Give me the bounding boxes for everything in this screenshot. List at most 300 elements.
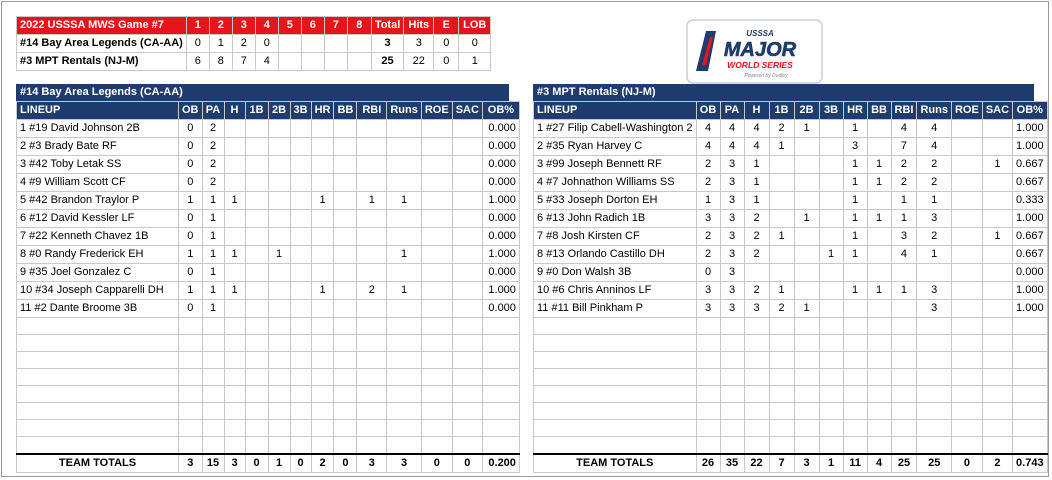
stat-cell: [387, 386, 422, 403]
empty-row: [534, 335, 1048, 352]
stat-cell: [843, 420, 867, 437]
stat-cell: 1: [311, 282, 334, 300]
stat-cell: 2: [917, 156, 952, 174]
inning-score: 0: [186, 35, 209, 53]
stat-cell: [290, 437, 311, 454]
stat-cell: [917, 369, 952, 386]
stat-cell: 0.667: [1013, 246, 1048, 264]
inning-score: [347, 53, 371, 71]
team-total-stat: 3: [387, 454, 422, 473]
stat-cell: [334, 437, 357, 454]
stat-cell: [769, 420, 794, 437]
stat-cell: 3: [720, 174, 744, 192]
stat-cell: [843, 318, 867, 335]
team-total-stat: 22: [744, 454, 769, 473]
player-name: [17, 369, 179, 386]
stat-cell: [334, 335, 357, 352]
stat-cell: 4: [696, 120, 720, 138]
stat-cell: 4: [917, 138, 952, 156]
empty-row: [17, 403, 520, 420]
stat-cell: [867, 369, 891, 386]
inning-score: [301, 53, 324, 71]
away-body: [17, 120, 520, 454]
team-total-stat: 3: [794, 454, 819, 473]
inning-1: 1: [186, 17, 209, 35]
team-errors: 0: [434, 35, 459, 53]
stat-cell: [311, 210, 334, 228]
stat-cell: 0: [179, 228, 203, 246]
stat-cell: 0.000: [482, 210, 519, 228]
column-header-rbi: RBI: [891, 102, 917, 120]
stat-cell: [794, 403, 819, 420]
stat-cell: [387, 138, 422, 156]
stat-cell: [387, 210, 422, 228]
team-totals-label: TEAM TOTALS: [17, 454, 179, 473]
player-row: [17, 228, 520, 246]
stat-cell: 1: [843, 210, 867, 228]
stat-cell: [951, 228, 982, 246]
stat-cell: 1: [982, 228, 1012, 246]
player-name: [534, 403, 697, 420]
stat-cell: [982, 264, 1012, 282]
stat-cell: 1: [867, 156, 891, 174]
stat-cell: 1: [769, 228, 794, 246]
stat-cell: [268, 174, 290, 192]
stat-cell: [951, 138, 982, 156]
stat-cell: [819, 264, 843, 282]
stat-cell: [421, 420, 452, 437]
stat-cell: 3: [720, 264, 744, 282]
stat-cell: [951, 300, 982, 318]
stat-cell: [891, 386, 917, 403]
team-total-stat: 2: [982, 454, 1012, 473]
stat-cell: [290, 120, 311, 138]
stat-cell: [951, 282, 982, 300]
stat-cell: [334, 264, 357, 282]
stat-cell: [202, 420, 224, 437]
logo-major-text: MAJOR: [723, 39, 797, 61]
stat-cell: [891, 300, 917, 318]
empty-row: [17, 369, 520, 386]
stat-cell: 1: [311, 192, 334, 210]
stat-cell: 3: [720, 282, 744, 300]
stat-cell: 1: [224, 192, 245, 210]
stat-cell: [311, 352, 334, 369]
player-row: [17, 174, 520, 192]
stat-cell: [744, 420, 769, 437]
column-header-sac: SAC: [452, 102, 482, 120]
player-name: [17, 386, 179, 403]
stat-cell: 1: [268, 246, 290, 264]
player-name: [534, 369, 697, 386]
stat-cell: 1.000: [482, 192, 519, 210]
stat-cell: [867, 403, 891, 420]
stat-cell: [245, 282, 268, 300]
stat-cell: [982, 437, 1012, 454]
inning-score: [301, 35, 324, 53]
inning-8: 8: [347, 17, 371, 35]
player-name: 8 #13 Orlando Castillo DH: [534, 246, 697, 264]
team-total-stat: 35: [720, 454, 744, 473]
stat-cell: [357, 156, 387, 174]
stat-cell: 2: [696, 156, 720, 174]
column-header-lineup: LINEUP: [17, 102, 179, 120]
stat-cell: 1: [843, 282, 867, 300]
logo-usssa-text: USSSA: [746, 29, 774, 38]
stat-cell: [224, 318, 245, 335]
stat-cell: [290, 192, 311, 210]
stat-cell: [891, 264, 917, 282]
inning-score: 4: [255, 53, 278, 71]
stat-cell: 4: [744, 138, 769, 156]
stat-cell: [794, 369, 819, 386]
stat-cell: [179, 420, 203, 437]
stat-cell: [452, 437, 482, 454]
stat-cell: [268, 403, 290, 420]
stat-cell: [951, 403, 982, 420]
inning-score: [324, 35, 347, 53]
stat-cell: [982, 300, 1012, 318]
team-name: #14 Bay Area Legends (CA-AA): [17, 35, 187, 53]
stat-cell: 3: [720, 300, 744, 318]
stat-cell: 2: [744, 210, 769, 228]
player-row: [17, 264, 520, 282]
stat-cell: 1: [202, 246, 224, 264]
column-header-ob: OB: [179, 102, 203, 120]
stat-cell: [290, 282, 311, 300]
empty-row: [17, 335, 520, 352]
stat-cell: [387, 369, 422, 386]
player-row: [17, 192, 520, 210]
player-name: 6 #12 David Kessler LF: [17, 210, 179, 228]
linescore-row-home: [17, 53, 491, 71]
team-lob: 1: [459, 53, 491, 71]
stat-cell: [290, 138, 311, 156]
column-header-h: H: [224, 102, 245, 120]
stat-cell: [334, 420, 357, 437]
player-name: [17, 352, 179, 369]
stat-cell: 0.000: [482, 174, 519, 192]
stat-cell: [387, 120, 422, 138]
stat-cell: [224, 437, 245, 454]
stat-cell: [290, 264, 311, 282]
team-total-stat: 25: [891, 454, 917, 473]
stat-cell: 2: [696, 246, 720, 264]
inning-score: 7: [232, 53, 255, 71]
stat-cell: [819, 386, 843, 403]
stat-cell: [268, 156, 290, 174]
stat-cell: 3: [744, 300, 769, 318]
stat-cell: [452, 335, 482, 352]
stat-cell: [794, 138, 819, 156]
stat-cell: [867, 318, 891, 335]
column-header-bb: BB: [867, 102, 891, 120]
stat-cell: 2: [744, 246, 769, 264]
stat-cell: [951, 210, 982, 228]
team-totals-label: TEAM TOTALS: [534, 454, 697, 473]
stat-cell: 4: [891, 246, 917, 264]
player-name: 5 #42 Brandon Traylor P: [17, 192, 179, 210]
stat-cell: [452, 210, 482, 228]
total-header: Total: [371, 17, 403, 35]
stat-cell: 0.667: [1013, 156, 1048, 174]
stat-cell: [951, 174, 982, 192]
inning-score: 6: [186, 53, 209, 71]
player-name: 3 #42 Toby Letak SS: [17, 156, 179, 174]
stat-cell: [843, 335, 867, 352]
inning-score: [324, 53, 347, 71]
stat-cell: [334, 120, 357, 138]
column-header-lineup: LINEUP: [534, 102, 697, 120]
player-name: 4 #9 William Scott CF: [17, 174, 179, 192]
stat-cell: [202, 403, 224, 420]
stat-cell: [387, 352, 422, 369]
stat-cell: 3: [696, 210, 720, 228]
team-total-stat: 0: [452, 454, 482, 473]
stat-cell: [482, 403, 519, 420]
stat-cell: [202, 335, 224, 352]
stat-cell: [843, 264, 867, 282]
stat-cell: 1: [843, 174, 867, 192]
stat-cell: [311, 403, 334, 420]
stat-cell: [482, 318, 519, 335]
major-world-series-logo: [686, 19, 823, 84]
stat-cell: 1: [917, 192, 952, 210]
stat-cell: [421, 300, 452, 318]
stat-cell: [311, 228, 334, 246]
team-lob: 0: [459, 35, 491, 53]
stat-cell: [357, 174, 387, 192]
stat-cell: [268, 264, 290, 282]
stat-cell: [245, 318, 268, 335]
team-total-stat: 15: [202, 454, 224, 473]
column-header-roe: ROE: [421, 102, 452, 120]
stat-cell: [357, 138, 387, 156]
stat-cell: [769, 437, 794, 454]
stat-cell: [245, 120, 268, 138]
stat-cell: [867, 138, 891, 156]
column-header-1b: 1B: [769, 102, 794, 120]
stat-cell: [357, 437, 387, 454]
stat-cell: [769, 210, 794, 228]
player-name: 4 #7 Johnathon Williams SS: [534, 174, 697, 192]
stat-cell: 1: [769, 282, 794, 300]
away-column-headers: [17, 102, 520, 120]
stat-cell: [917, 335, 952, 352]
stat-cell: 3: [891, 228, 917, 246]
stat-cell: 1: [202, 282, 224, 300]
stat-cell: [452, 174, 482, 192]
stat-cell: 1: [891, 210, 917, 228]
inning-5: 5: [278, 17, 301, 35]
stat-cell: [1013, 352, 1048, 369]
column-header-1b: 1B: [245, 102, 268, 120]
column-header-3b: 3B: [290, 102, 311, 120]
stat-cell: [794, 228, 819, 246]
stat-cell: [268, 228, 290, 246]
stat-cell: [867, 300, 891, 318]
empty-row: [17, 386, 520, 403]
stat-cell: [769, 352, 794, 369]
player-row: [17, 120, 520, 138]
stat-cell: [1013, 386, 1048, 403]
stat-cell: 0: [179, 210, 203, 228]
stat-cell: 0.000: [482, 300, 519, 318]
stat-cell: [290, 210, 311, 228]
stat-cell: [357, 403, 387, 420]
stat-cell: [421, 318, 452, 335]
stat-cell: [334, 228, 357, 246]
stat-cell: [843, 386, 867, 403]
player-name: [534, 352, 697, 369]
inning-3: 3: [232, 17, 255, 35]
inning-score: [278, 53, 301, 71]
stat-cell: [245, 192, 268, 210]
empty-row: [534, 420, 1048, 437]
stat-cell: 3: [720, 156, 744, 174]
stat-cell: [334, 156, 357, 174]
home-column-headers: [534, 102, 1048, 120]
stat-cell: 0: [696, 264, 720, 282]
stat-cell: [482, 335, 519, 352]
stat-cell: 4: [744, 120, 769, 138]
stat-cell: [224, 228, 245, 246]
home-body: [534, 120, 1048, 454]
stat-cell: [482, 352, 519, 369]
stat-cell: [387, 335, 422, 352]
logo-tagline: Powered by Dudley: [744, 73, 788, 79]
stat-cell: 3: [917, 282, 952, 300]
player-row: [17, 300, 520, 318]
stat-cell: [951, 192, 982, 210]
column-header-pa: PA: [720, 102, 744, 120]
player-name: 10 #6 Chris Anninos LF: [534, 282, 697, 300]
stat-cell: [245, 156, 268, 174]
inning-score: 0: [255, 35, 278, 53]
stat-cell: [268, 335, 290, 352]
stat-cell: [744, 403, 769, 420]
linescore-row-away: [17, 35, 491, 53]
stat-cell: 0: [179, 264, 203, 282]
stat-cell: 2: [744, 282, 769, 300]
stat-cell: 1: [819, 246, 843, 264]
team-errors: 0: [434, 53, 459, 71]
stat-cell: [290, 174, 311, 192]
player-row: [534, 282, 1048, 300]
stat-cell: [268, 192, 290, 210]
stat-cell: 1: [769, 138, 794, 156]
player-name: [534, 437, 697, 454]
lob-header: LOB: [459, 17, 491, 35]
inning-score: 2: [232, 35, 255, 53]
stat-cell: [421, 228, 452, 246]
stat-cell: [744, 335, 769, 352]
stat-cell: [819, 138, 843, 156]
column-header-bb: BB: [334, 102, 357, 120]
stat-cell: [794, 156, 819, 174]
stat-cell: 1: [744, 192, 769, 210]
stat-cell: [891, 369, 917, 386]
player-name: 6 #13 John Radich 1B: [534, 210, 697, 228]
stat-cell: [224, 120, 245, 138]
stat-cell: [867, 264, 891, 282]
stat-cell: [843, 352, 867, 369]
stat-cell: [421, 437, 452, 454]
stat-cell: [357, 246, 387, 264]
stat-cell: [421, 403, 452, 420]
stat-cell: [951, 335, 982, 352]
stat-cell: [268, 420, 290, 437]
stat-cell: [917, 352, 952, 369]
stat-cell: [720, 403, 744, 420]
player-name: 7 #8 Josh Kirsten CF: [534, 228, 697, 246]
stat-cell: [311, 138, 334, 156]
stat-cell: [982, 210, 1012, 228]
stat-cell: [917, 437, 952, 454]
stat-cell: [917, 420, 952, 437]
stat-cell: 3: [720, 210, 744, 228]
stat-cell: 3: [696, 282, 720, 300]
player-row: [17, 156, 520, 174]
stat-cell: [951, 369, 982, 386]
stat-cell: [769, 403, 794, 420]
stat-cell: [951, 246, 982, 264]
stat-cell: 0.000: [1013, 264, 1048, 282]
column-header-hr: HR: [843, 102, 867, 120]
stat-cell: 4: [917, 120, 952, 138]
stat-cell: [311, 335, 334, 352]
stat-cell: [819, 228, 843, 246]
stat-cell: [245, 420, 268, 437]
stat-cell: [290, 156, 311, 174]
player-row: [534, 120, 1048, 138]
stat-cell: [819, 156, 843, 174]
stat-cell: [311, 246, 334, 264]
stat-cell: [891, 403, 917, 420]
player-name: 8 #0 Randy Frederick EH: [17, 246, 179, 264]
away-header: [17, 102, 520, 120]
stat-cell: [268, 300, 290, 318]
stat-cell: [357, 420, 387, 437]
team-total-stat: 0: [290, 454, 311, 473]
stat-cell: [1013, 318, 1048, 335]
stat-cell: [245, 300, 268, 318]
player-row: [534, 174, 1048, 192]
team-hits: 22: [404, 53, 434, 71]
stat-cell: 2: [202, 138, 224, 156]
stat-cell: [843, 300, 867, 318]
stat-cell: [311, 120, 334, 138]
home-team-title: #3 MPT Rentals (NJ-M): [533, 84, 1034, 101]
stat-cell: [696, 335, 720, 352]
stat-cell: [421, 156, 452, 174]
stat-cell: 1: [744, 174, 769, 192]
stat-cell: [452, 138, 482, 156]
stat-cell: 1: [387, 192, 422, 210]
stat-cell: [179, 352, 203, 369]
column-header-2b: 2B: [268, 102, 290, 120]
stat-cell: [245, 369, 268, 386]
player-name: 2 #3 Brady Bate RF: [17, 138, 179, 156]
home-header: [534, 102, 1048, 120]
empty-row: [17, 437, 520, 454]
stat-cell: [720, 352, 744, 369]
stat-cell: [452, 264, 482, 282]
stat-cell: [819, 318, 843, 335]
stat-cell: 1: [794, 120, 819, 138]
team-total-stat: 3: [179, 454, 203, 473]
player-name: 9 #35 Joel Gonzalez C: [17, 264, 179, 282]
